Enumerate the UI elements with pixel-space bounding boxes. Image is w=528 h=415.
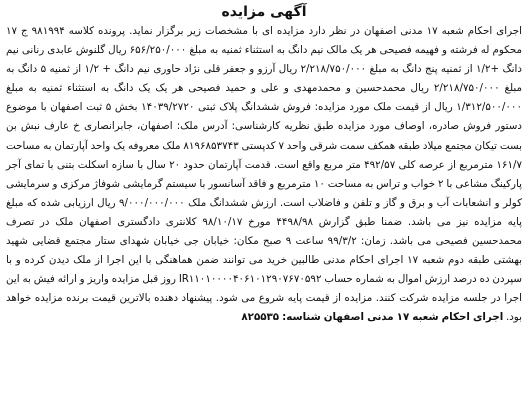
- notice-footer: اجرای احکام شعبه ۱۷ مدنی اصفهان شناسه: ۸۲۵۵۳۵: [241, 311, 504, 324]
- notice-body: [6, 22, 522, 328]
- notice-title: آگهی مزایده: [221, 4, 307, 20]
- notice-body-text: اجرای احکام شعبه ۱۷ مدنی اصفهان در نظر دارد مزایده ای با مشخصات زیر برگزار نماید. پرونده کلاسه ۹۸۱۹۹۴ ج ۱۷ محکوم له فرشته و فهیمه فصیحی هر یک مالک نیم دانگ به استثناء ثمنیه به مبلغ ۶۵۶/۲۵۰/۰۰۰ ریال گلنوش عابدی رنانی نیم دانگ +۱/۲ از ثمنیه پنج دانگ به مبلغ ۲/۲۱۸/۷۵۰/۰۰۰ ریال آرزو و جعفر قلی نژاد حاوری نیم دانگ + ۱/۲ از ثمنیه ۵ دانگ به مبلغ ۲/۲۱۸/۷۵۰/۰۰۰ ریال محمدحسین و محمدمهدی و علی و حمید فصیحی هر یک یک دانگ به استثناء ثمنیه به مبلغ ۱/۳۱۲/۵۰۰/۰۰۰ ریال از قیمت ملک مورد مزایده: فروش ششدانگ پلاک ثبتی ۱۴۰۳۹/۲۷۲۰ بخش ۵ ثبت اصفهان با موضوع دستور فروش صادره، اوصاف مورد مزایده طبق نظریه کارشناسی: آدرس ملک: اصفهان، جابرانصاری خ عارف نبش بن بست تیکان مجتمع میلاد طبقه همکف سمت شرقی واحد ۷ کدپستی ۸۱۹۶۸۵۳۷۴۳ ملک معروفه یک واحد آپارتمان به مساحت ۱۶۱/۷ مترمربع از عرصه کلی ۴۹۲/۵۷ متر مربع واقع است. قدمت آپارتمان حدود ۲۰ سال با سازه اسکلت بتنی با تمای آجر پارکینگ مشاعی با ۲ خواب و تراس به مساحت ۱۰ مترمربع و فاقد آسانسور با سیستم گرمایشی شوفاژ مرکزی و سرمایشی کولر و انشعابات آب و برق و گاز و تلفن و فاضلاب است. ارزش ششدانگ ملک ۹/۰۰۰/۰۰۰/۰۰۰ ریال ارزیابی شده که مبلغ پایه مزایده نیز می باشد. ضمنا طبق گزارش ۴۴۹۸/۹۸ مورخ ۹۸/۱۰/۱۷ کلانتری دادگستری اصفهان ملک در تصرف محمدحسین فصیحی می باشد. زمان: ۹۹/۳/۲ ساعت ۹ صبح مکان: خیابان جی خیابان شهدای ستار مجتمع قضایی شهید بهشتی طبقه دوم شعبه ۱۷ اجرای احکام مدنی طالبین خرید می توانند ضمن هماهنگی با این اجرا از ملک دیدن کرده و با سپردن ده درصد ارزش اموال به شماره حساب IR۱۱۰۱۰۰۰۰۴۰۶۱۰۱۲۹۰۷۶۷۰۵۹۲ روز قبل مزایده واریز و ارائه فیش به این اجرا در جلسه مزایده شرکت کنند. مزایده از قیمت پایه شروع می شود. پیشنهاد دهنده بالاترین قیمت برنده مزایده خواهد بود.: [6, 25, 523, 324]
